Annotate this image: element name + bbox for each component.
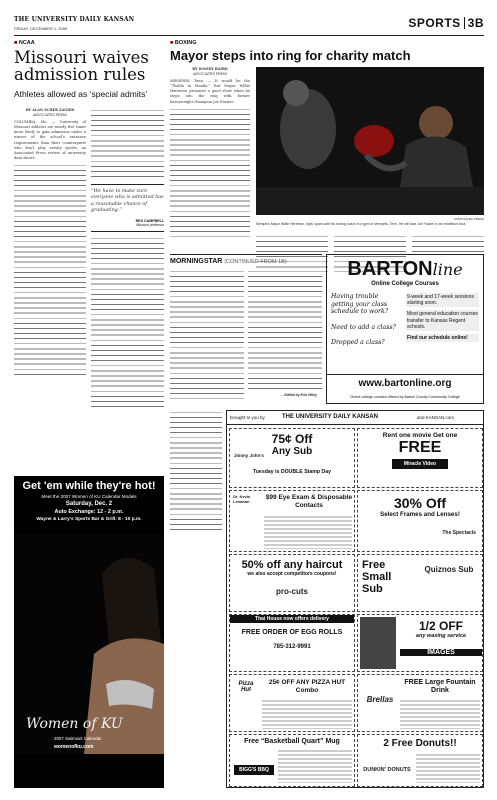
story-kicker xyxy=(170,258,322,265)
story-byline: BY WOODY BAIRD xyxy=(192,67,228,71)
coupon-section xyxy=(226,410,484,788)
issue-date: FRIDAY, DECEMBER 1, 2006 xyxy=(14,26,68,31)
coupon-brand: The Spectacle xyxy=(442,530,476,536)
barton-question-2: Need to add a class? xyxy=(331,323,396,331)
ad-event-2: Wayne & Larry's Sports Bar & Grill: 8 - 10 p.m. xyxy=(36,517,142,522)
ad-brand-sub: 2007 Swimsuit Calendar xyxy=(54,736,102,741)
coupon-fine-print xyxy=(264,515,352,549)
coupon-brand: IMAGES xyxy=(400,649,482,656)
coupon-brand: Miracle Video xyxy=(392,459,448,469)
coupon-jimmy-johns[interactable] xyxy=(229,428,355,488)
coupon-subtitle: Select Frames and Lenses! xyxy=(380,511,460,518)
photo-credit: ASSOCIATED PRESS xyxy=(453,217,484,221)
story-agency: ASSOCIATED PRESS xyxy=(32,113,68,118)
ncaa-story xyxy=(14,40,164,520)
body-text xyxy=(248,269,322,389)
coupon-brand: Quiznos Sub xyxy=(424,565,474,574)
boxing-photo-svg xyxy=(256,67,484,215)
coupon-images-waxing[interactable] xyxy=(357,614,483,672)
coupon-fine-print xyxy=(416,753,480,783)
section-label xyxy=(408,16,484,30)
pull-quote-role: Missouri professor xyxy=(136,223,164,228)
ad-date: Saturday, Dec. 2 xyxy=(65,501,113,507)
coupon-title: 1/2 OFF xyxy=(418,619,463,633)
story-photo xyxy=(256,67,484,215)
body-text xyxy=(412,234,484,252)
coupon-title: $99 Eye Exam & Disposable Contacts xyxy=(265,494,353,509)
coupon-item: Any Sub xyxy=(271,446,313,457)
story-headline: Missouri waives admission rules xyxy=(14,48,149,84)
coupon-title: 2 Free Donuts!! xyxy=(383,738,457,749)
coupon-subtitle: any waxing service xyxy=(415,633,467,639)
coupon-dunkin[interactable] xyxy=(357,734,483,787)
pull-quote-name: REX CAMPBELL xyxy=(135,219,164,224)
barton-url[interactable]: www.bartonline.org xyxy=(327,374,483,389)
coupon-brand: Brellas xyxy=(366,695,394,704)
coupon-fine-print xyxy=(400,699,480,729)
story-signoff: — Edited by Erin Wiley xyxy=(280,393,317,397)
masthead: THE UNIVERSITY DAILY KANSAN xyxy=(14,16,135,23)
barton-bullet-1: 9-week and 17-week sessions starting soon. xyxy=(406,293,479,307)
coupon-price: 75¢ Off xyxy=(271,432,313,446)
body-text xyxy=(14,163,86,378)
coupon-title: Free Small Sub xyxy=(362,559,392,595)
story-headline: Mayor steps into ring for charity match xyxy=(170,48,411,63)
morningstar-story xyxy=(170,254,322,404)
kicker-title: MORNINGSTAR xyxy=(170,258,223,265)
coupon-spectacle[interactable] xyxy=(357,490,483,552)
coupon-title: 50% off any haircut xyxy=(241,559,343,571)
boxing-story xyxy=(170,40,484,246)
coupon-quiznos[interactable] xyxy=(357,554,483,612)
body-text xyxy=(170,410,222,530)
story-lede: COLUMBIA, Mo. — University of Missouri athletes are nearly five times more likely to gain admission under a waiver of the school's entrance requirements than their counterparts who don't play varsity sports, an Associated Press review of university data shows. xyxy=(14,120,86,160)
story-kicker: ■ NCAA xyxy=(14,40,164,46)
coupon-brellas[interactable] xyxy=(357,674,483,732)
coupon-brand: BIGG'S BBQ xyxy=(234,765,274,775)
body-text xyxy=(170,107,250,237)
coupon-photo xyxy=(360,617,396,669)
coupon-title: FREE Large Fountain Drink xyxy=(404,679,476,694)
coupon-biggs-bbq[interactable] xyxy=(229,734,355,787)
barton-bullet-2: Most general education courses transfer to Kansas Regent schools. xyxy=(407,311,478,330)
coupon-pro-cuts[interactable] xyxy=(229,554,355,612)
ad-url[interactable]: womenofku.com xyxy=(54,744,94,750)
coupon-eye-exam[interactable] xyxy=(229,490,355,552)
coupon-brand: Pizza Hut xyxy=(238,681,254,693)
banner-title: THE UNIVERSITY DAILY KANSAN xyxy=(282,414,378,420)
barton-footer: Online college courses offered by Barton County Community College xyxy=(350,395,460,399)
women-of-ku-ad[interactable] xyxy=(14,476,164,788)
coupon-deal: Tuesday is DOUBLE Stamp Day xyxy=(252,469,332,475)
kicker-cont: (CONTINUED FROM 1B) xyxy=(224,259,287,265)
body-text xyxy=(170,269,244,401)
story-agency: ASSOCIATED PRESS xyxy=(192,72,228,77)
coupon-brand: Jimmy John's xyxy=(234,453,264,458)
page-header xyxy=(14,14,484,36)
barton-logo xyxy=(331,259,479,280)
story-byline: BY ALAN SCHER ZAGIER xyxy=(25,108,75,112)
ad-event-1: Auto Exchange: 12 - 2 p.m. xyxy=(54,509,124,515)
barton-online-ad[interactable] xyxy=(326,254,484,404)
coupon-banner xyxy=(227,411,483,425)
coupon-subtitle: we also accept competitors coupons! xyxy=(247,571,337,577)
banner-right: and KANSAN.com xyxy=(417,415,455,420)
coupon-fine-print xyxy=(262,699,352,729)
coupon-free: FREE xyxy=(398,439,442,456)
barton-question-3: Dropped a class? xyxy=(331,339,385,346)
section-name: SPORTS xyxy=(408,16,461,30)
coupon-pizza-hut[interactable] xyxy=(229,674,355,732)
coupon-title: 30% Off xyxy=(393,495,447,511)
barton-logo-script: line xyxy=(432,260,463,279)
barton-bullet-3[interactable]: Find our schedule online! xyxy=(406,334,479,342)
barton-question-1: Having trouble getting your class schedule to work? xyxy=(331,293,389,315)
pull-quote xyxy=(91,184,164,232)
coupon-title: FREE ORDER OF EGG ROLLS xyxy=(241,629,343,636)
photo-caption: Memphis Mayor Willie Herenton, right, spars with his boxing coach in a gym in Memphis, Tenn. He will face Joe Frazier in an exhibition bout. xyxy=(256,222,467,226)
coupon-header: Thai House now offers delivery xyxy=(230,615,354,623)
ad-subhead: Meet the 2007 Women of KU Calendar Models xyxy=(41,494,137,499)
coupon-fine-print xyxy=(278,749,352,783)
coupon-brand: pro-cuts xyxy=(276,587,308,596)
coupon-thai-house[interactable] xyxy=(229,614,355,672)
coupon-title: Rent one movie Get one xyxy=(382,432,458,439)
banner-left: brought to you by xyxy=(230,415,265,420)
story-deck: Athletes allowed as ‘special admits’ xyxy=(14,89,148,99)
barton-logo-main: BARTON xyxy=(347,258,433,280)
coupon-miracle-video[interactable] xyxy=(357,428,483,488)
coupon-title: Free “Basketball Quart” Mug xyxy=(244,738,340,745)
story-lede: MEMPHIS, Tenn. — It would be the “Thrilla in Manila.” But Mayor Willie Herenton promises a good show when he steps into the ring with former heavyweight champion Joe Frazier. xyxy=(170,79,250,104)
ad-brand: Women of KU xyxy=(26,716,123,732)
coupon-phone: 785-312-9991 xyxy=(273,644,311,650)
ad-headline: Get 'em while they're hot! xyxy=(22,480,156,492)
body-text xyxy=(91,108,164,180)
pull-quote-text: “We have to make sure everyone who is admitted has a reasonable chance of graduating.” xyxy=(91,189,164,213)
barton-tagline: Online College Courses xyxy=(371,281,439,287)
body-text xyxy=(91,236,164,411)
story-kicker: ■ BOXING xyxy=(170,40,484,46)
coupon-title: 25¢ OFF ANY PIZZA HUT Combo xyxy=(268,679,346,694)
coupon-brand: Dr. Kevin Lenahan xyxy=(233,494,251,504)
coupon-brand: DUNKIN' DONUTS xyxy=(363,767,411,773)
page-number: 3B xyxy=(467,16,484,30)
